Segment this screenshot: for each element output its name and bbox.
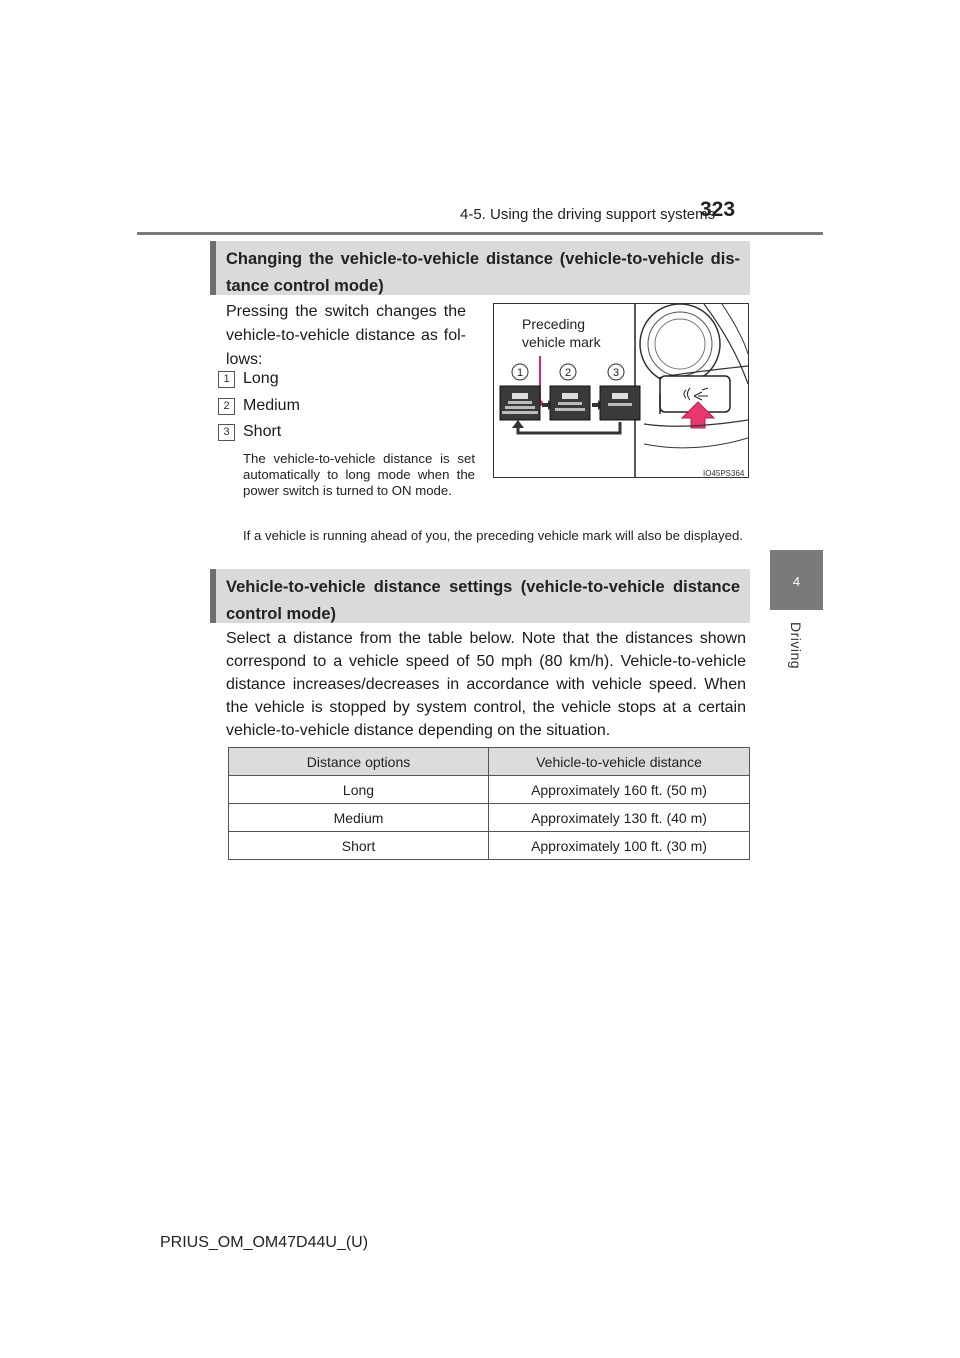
section-heading-distance-settings: Vehicle-to-vehicle distance settings (vehicle-to-vehicle distance control mode) (210, 569, 750, 623)
option-number-badge: 1 (218, 371, 235, 388)
option-long: Long (243, 370, 279, 387)
table-cell: Short (229, 832, 489, 860)
table-header-row (229, 748, 750, 776)
table-row (229, 776, 750, 804)
intro-text: Pressing the switch changes the vehicle-to-vehicle distance as fol-lows: (226, 303, 466, 368)
table-row (229, 804, 750, 832)
table-cell: Approximately 130 ft. (40 m) (489, 804, 750, 832)
note-preceding-vehicle: If a vehicle is running ahead of you, the preceding vehicle mark will also be displayed. (243, 528, 743, 543)
screen-short (600, 386, 640, 420)
figure-label-line2: vehicle mark (522, 334, 601, 350)
screen-long (500, 386, 540, 420)
distance-table (228, 747, 750, 860)
option-short: Short (243, 423, 282, 440)
table-row (229, 832, 750, 860)
section-heading-changing-distance: Changing the vehicle-to-vehicle distance (vehicle-to-vehicle dis-tance control mode) (210, 241, 750, 295)
header-rule (137, 232, 823, 235)
marker-3: 3 (612, 367, 620, 379)
document-code: PRIUS_OM_OM47D44U_(U) (160, 1234, 369, 1251)
option-number-badge: 2 (218, 398, 235, 415)
option-number-badge: 3 (218, 424, 235, 441)
table-cell: Long (229, 776, 489, 804)
preceding-vehicle-mark-label (522, 315, 601, 351)
table-header-vehicle-distance: Vehicle-to-vehicle distance (489, 748, 750, 776)
note-default-mode: The vehicle-to-vehicle distance is set automatically to long mode when the power switch is turned to ON mode. (243, 451, 475, 498)
table-header-distance-options: Distance options (229, 748, 489, 776)
screen-medium (550, 386, 590, 420)
table-cell: Medium (229, 804, 489, 832)
table-cell: Approximately 100 ft. (30 m) (489, 832, 750, 860)
distance-settings-paragraph: Select a distance from the table below. Note that the distances shown correspond to a vehicle speed of 50 mph (80 km/h). Vehicle-to-vehicle distance increases/decreases in accordance with vehicle speed. When the vehicle is stopped by system control, the vehicle stops at a certain vehicle-to-vehicle distance depending on the situation. (226, 630, 746, 739)
figure-code: IO45PS364 (703, 469, 745, 478)
table-cell: Approximately 160 ft. (50 m) (489, 776, 750, 804)
figure-label-line1: Preceding (522, 316, 586, 332)
chapter-label: Driving (788, 622, 804, 670)
page-number: 323 (700, 198, 736, 221)
marker-2: 2 (564, 367, 572, 379)
marker-1: 1 (516, 367, 524, 379)
header-section-title: 4-5. Using the driving support systems (460, 206, 716, 223)
chapter-tab-number: 4 (792, 574, 801, 589)
option-medium: Medium (243, 397, 300, 414)
